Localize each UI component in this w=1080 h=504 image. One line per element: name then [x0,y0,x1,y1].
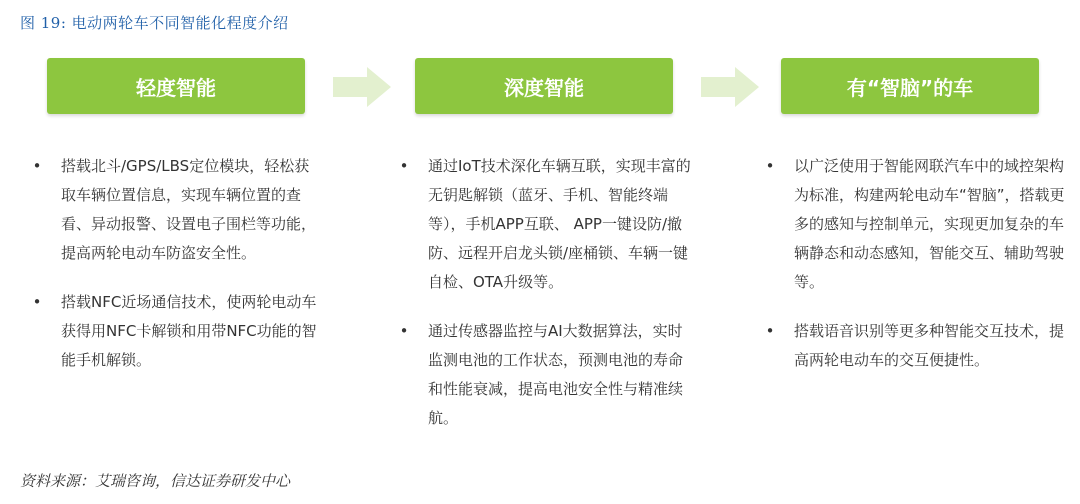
stage-header-smart-brain [781,58,1039,114]
list-item [399,152,695,297]
bullet-icon: • [32,293,42,311]
list-item [32,288,324,375]
stage-title: 深度智能 [504,75,584,100]
list-item [32,152,324,268]
figure-title: 图 19: 电动两轮车不同智能化程度介绍 [20,14,289,32]
stage-header-deep [415,58,673,114]
bullet-text: 搭载NFC近场通信技术，使两轮电动车获得用NFC卡解锁和用带NFC功能的智能手机解锁。 [61,293,317,369]
right-arrow-icon [701,67,759,107]
bullet-text: 以广泛使用于智能网联汽车中的域控架构为标准，构建两轮电动车“智脑”，搭载更多的感知与控制单元，实现更加复杂的车辆静态和动态感知，智能交互、辅助驾驶等。 [794,157,1065,291]
bullet-icon: • [399,157,409,175]
source-note: 资料来源：艾瑞咨询，信达证券研发中心 [20,472,291,490]
stage-header-light [47,58,305,114]
bullet-icon: • [399,322,409,340]
stage-title: 有“智脑”的车 [846,75,974,100]
bullet-text: 搭载语音识别等更多种智能交互技术，提高两轮电动车的交互便捷性。 [794,322,1065,369]
stage-column-smart-brain [765,152,1065,395]
list-item [765,152,1065,297]
list-item [399,317,695,433]
bullet-text: 通过传感器监控与AI大数据算法，实时监测电池的工作状态，预测电池的寿命和性能衰减，提高电池安全性与精准续航。 [428,322,684,427]
bullet-text: 搭载北斗/GPS/LBS定位模块，轻松获取车辆位置信息，实现车辆位置的查看、异动报警、设置电子围栏等功能，提高两轮电动车防盗安全性。 [61,157,317,262]
bullet-icon: • [32,157,42,175]
stage-column-light [32,152,324,395]
list-item [765,317,1065,375]
bullet-icon: • [765,322,775,340]
stage-title: 轻度智能 [136,75,216,100]
stage-column-deep [399,152,695,453]
bullet-text: 通过IoT技术深化车辆互联，实现丰富的无钥匙解锁（蓝牙、手机、智能终端等），手机APP互联、 APP一键设防/撤防、远程开启龙头锁/座桶锁、车辆一键自检、OTA升级等。 [428,157,691,291]
bullet-icon: • [765,157,775,175]
right-arrow-icon [333,67,391,107]
